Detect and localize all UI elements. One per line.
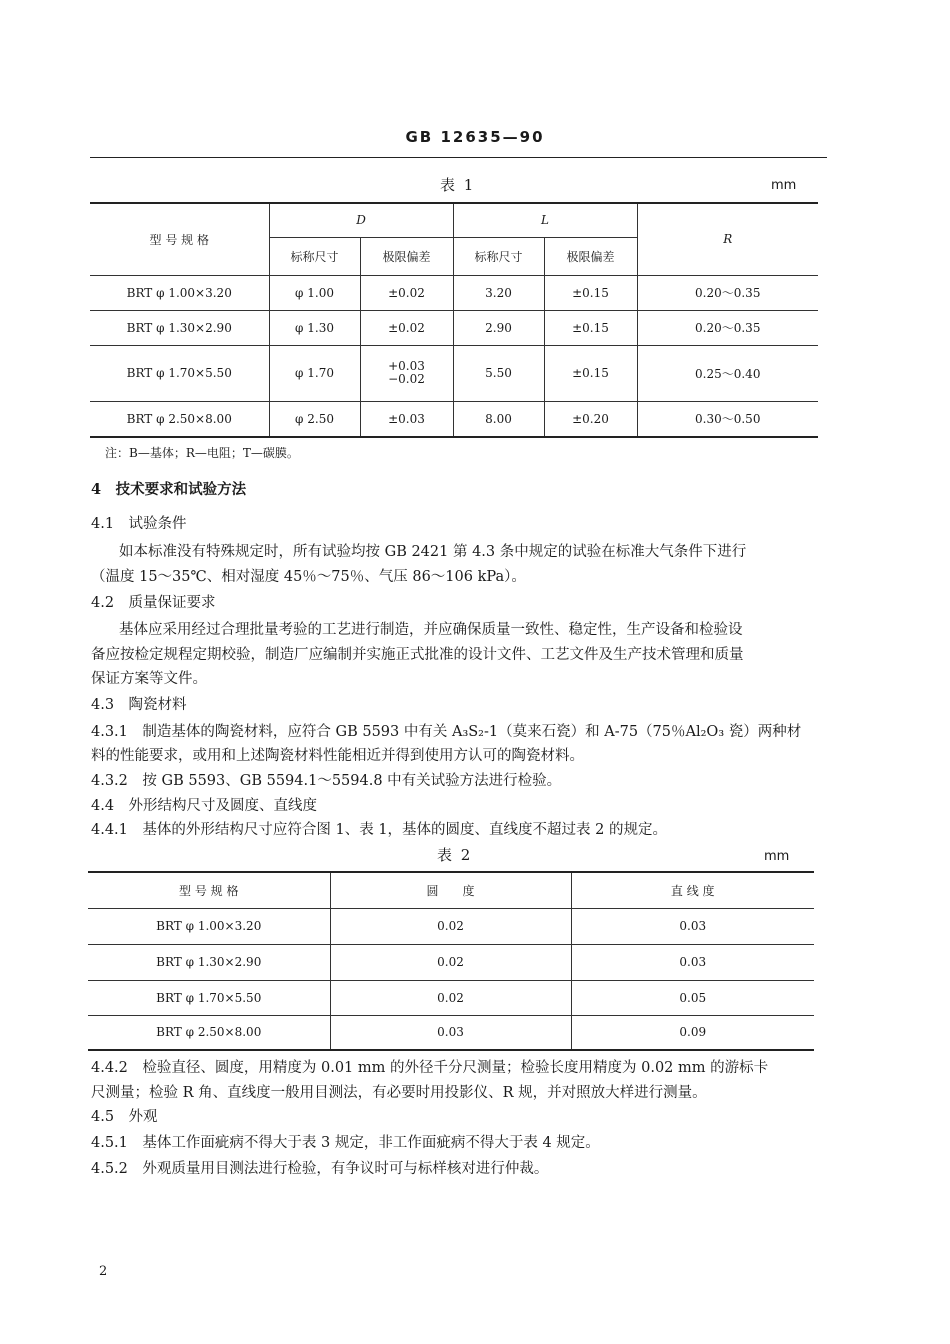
table1-unit: mm: [771, 178, 797, 193]
table2-col-straightness: 直 线 度: [571, 872, 814, 908]
table-row: [90, 401, 818, 437]
section-4-5-heading: 4.5 外观: [91, 1109, 158, 1125]
roundness-cell: 0.02: [330, 980, 571, 1015]
d-tolerance-cell: ±0.03: [360, 401, 453, 437]
roundness-cell: 0.03: [330, 1015, 571, 1050]
d-nominal-cell: φ 2.50: [269, 401, 360, 437]
straightness-cell: 0.03: [571, 908, 814, 944]
l-nominal-cell: 2.90: [453, 310, 544, 345]
section-4-heading: 4 技术要求和试验方法: [91, 481, 247, 498]
table2-header-row: [88, 872, 814, 908]
section-4-1-text-1: 如本标准没有特殊规定时，所有试验均按 GB 2421 第 4.3 条中规定的试验在标准大气条件下进行: [119, 544, 747, 560]
header-rule: [90, 157, 827, 158]
model-cell: BRT φ 1.30×2.90: [88, 944, 330, 980]
table2-col-model: 型 号 规 格: [88, 872, 330, 908]
model-cell: BRT φ 1.70×5.50: [90, 345, 269, 401]
table-row: [90, 345, 818, 401]
r-cell: 0.20～0.35: [637, 275, 818, 310]
section-4-2-text-3: 保证方案等文件。: [91, 671, 207, 687]
section-4-1-heading: 4.1 试验条件: [91, 516, 187, 532]
roundness-cell: 0.02: [330, 944, 571, 980]
model-cell: BRT φ 2.50×8.00: [88, 1015, 330, 1050]
section-4-2-heading: 4.2 质量保证要求: [91, 595, 216, 611]
table1-col-l: L: [453, 203, 637, 237]
table1-l-tolerance-header: 极限偏差: [544, 237, 637, 275]
table1-col-model: 型 号 规 格: [90, 203, 269, 275]
r-cell: 0.20～0.35: [637, 310, 818, 345]
table-row: [90, 310, 818, 345]
table1-d-tolerance-header: 极限偏差: [360, 237, 453, 275]
table-row: [88, 1015, 814, 1050]
d-tolerance-upper: +0.03: [388, 359, 425, 373]
section-4-3-heading: 4.3 陶瓷材料: [91, 697, 187, 713]
l-tolerance-cell: ±0.15: [544, 345, 637, 401]
table2-caption: 表 2: [437, 846, 473, 864]
d-nominal-cell: φ 1.70: [269, 345, 360, 401]
model-cell: BRT φ 1.30×2.90: [90, 310, 269, 345]
model-cell: BRT φ 2.50×8.00: [90, 401, 269, 437]
section-4-4-2-text-2: 尺测量；检验 R 角、直线度一般用目测法，有必要时用投影仪、R 规，并对照放大样进行测量。: [91, 1085, 707, 1101]
d-nominal-cell: φ 1.00: [269, 275, 360, 310]
table1-d-nominal-header: 标称尺寸: [269, 237, 360, 275]
section-4-2-text-2: 备应按检定规程定期校验，制造厂应编制并实施正式批准的设计文件、工艺文件及生产技术管理和质量: [91, 647, 744, 663]
table1-header-row: [90, 203, 818, 237]
section-4-3-2-text: 4.3.2 按 GB 5593、GB 5594.1～5594.8 中有关试验方法进行检验。: [91, 773, 562, 789]
table1-col-r: R: [637, 203, 818, 275]
r-cell: 0.30～0.50: [637, 401, 818, 437]
table-row: [88, 980, 814, 1015]
table1: [90, 202, 818, 438]
table-row: [88, 944, 814, 980]
d-tolerance-cell: ±0.02: [360, 310, 453, 345]
table2-unit: mm: [764, 849, 790, 864]
l-nominal-cell: 5.50: [453, 345, 544, 401]
table1-note: 注：B—基体；R—电阻；T—碳膜。: [105, 446, 299, 460]
section-4-3-1-text-2: 料的性能要求，或用和上述陶瓷材料性能相近并得到使用方认可的陶瓷材料。: [91, 748, 584, 764]
table1-col-d: D: [269, 203, 453, 237]
table1-l-nominal-header: 标称尺寸: [453, 237, 544, 275]
section-4-3-1-text-1: 4.3.1 制造基体的陶瓷材料，应符合 GB 5593 中有关 A₃S₂-1（莫来石瓷）和 A-75（75％Al₂O₃ 瓷）两种材: [91, 724, 802, 740]
roundness-cell: 0.02: [330, 908, 571, 944]
l-nominal-cell: 3.20: [453, 275, 544, 310]
page-number: 2: [99, 1264, 108, 1279]
section-4-4-1-text: 4.4.1 基体的外形结构尺寸应符合图 1、表 1，基体的圆度、直线度不超过表 2 的规定。: [91, 822, 668, 838]
l-nominal-cell: 8.00: [453, 401, 544, 437]
table1-caption: 表 1: [440, 176, 476, 194]
d-tolerance-cell: [360, 345, 453, 401]
section-4-4-heading: 4.4 外形结构尺寸及圆度、直线度: [91, 798, 318, 814]
straightness-cell: 0.03: [571, 944, 814, 980]
table2: [88, 871, 814, 1051]
section-4-5-1-text: 4.5.1 基体工作面疵病不得大于表 3 规定，非工作面疵病不得大于表 4 规定。: [91, 1135, 600, 1151]
table-row: [88, 908, 814, 944]
d-nominal-cell: φ 1.30: [269, 310, 360, 345]
l-tolerance-cell: ±0.20: [544, 401, 637, 437]
straightness-cell: 0.05: [571, 980, 814, 1015]
d-tolerance-cell: ±0.02: [360, 275, 453, 310]
standard-header: GB 12635—90: [405, 128, 545, 146]
d-tolerance-lower: −0.02: [388, 372, 425, 386]
l-tolerance-cell: ±0.15: [544, 275, 637, 310]
l-tolerance-cell: ±0.15: [544, 310, 637, 345]
table-row: [90, 275, 818, 310]
section-4-2-text-1: 基体应采用经过合理批量考验的工艺进行制造，并应确保质量一致性、稳定性，生产设备和检验设: [119, 622, 743, 638]
section-4-5-2-text: 4.5.2 外观质量用目测法进行检验，有争议时可与标样核对进行仲裁。: [91, 1161, 549, 1177]
section-4-1-text-2: （温度 15～35℃、相对湿度 45％～75％、气压 86～106 kPa）。: [91, 569, 526, 585]
straightness-cell: 0.09: [571, 1015, 814, 1050]
model-cell: BRT φ 1.70×5.50: [88, 980, 330, 1015]
table2-col-roundness: 圆 度: [330, 872, 571, 908]
section-4-4-2-text-1: 4.4.2 检验直径、圆度，用精度为 0.01 mm 的外径千分尺测量；检验长度用精度为 0.02 mm 的游标卡: [91, 1060, 769, 1076]
r-cell: 0.25～0.40: [637, 345, 818, 401]
model-cell: BRT φ 1.00×3.20: [90, 275, 269, 310]
model-cell: BRT φ 1.00×3.20: [88, 908, 330, 944]
